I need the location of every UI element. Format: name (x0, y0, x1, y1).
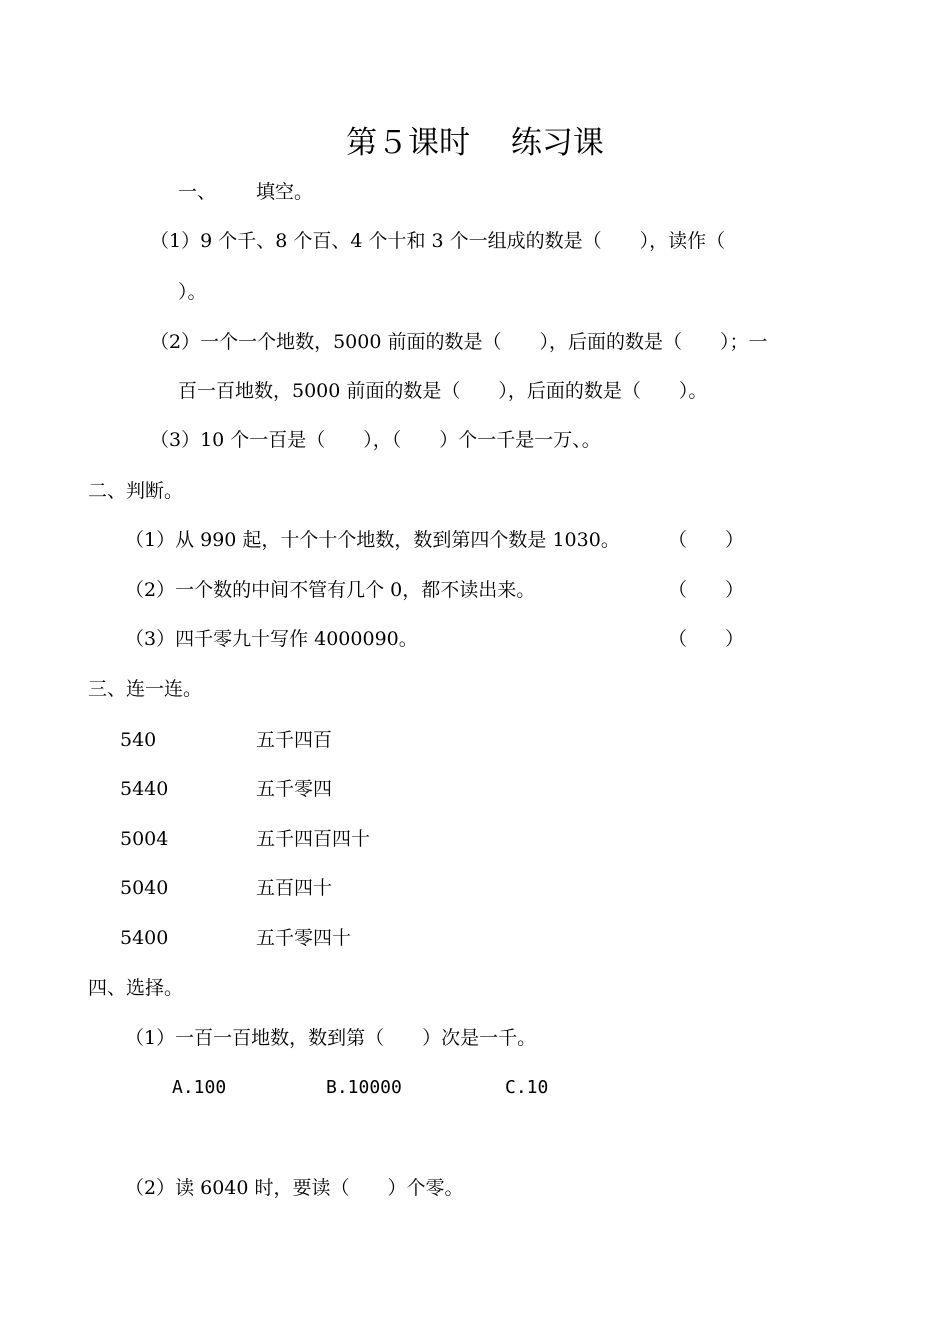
match-number-4: 5040 (120, 877, 169, 899)
fill-question-1-line2: ）。 (178, 281, 207, 303)
section1-heading-number: 一、 (178, 181, 217, 203)
choice-option-b: B.10000 (326, 1077, 402, 1098)
judge-answer-paren-2: （ ） (668, 579, 745, 601)
section2-heading: 二、判断。 (88, 480, 184, 502)
choice-option-c: C.10 (505, 1077, 549, 1098)
match-word-3: 五千四百四十 (256, 828, 371, 850)
section3-heading: 三、连一连。 (88, 678, 203, 700)
match-number-2: 5440 (120, 778, 169, 800)
match-word-5: 五千零四十 (256, 927, 352, 949)
judge-question-2: （2）一个数的中间不管有几个 0，都不读出来。 (125, 579, 536, 601)
fill-question-3: （3）10 个一百是（ ），（ ）个一千是一万、。 (150, 429, 601, 451)
fill-question-2-line2: 百一百地数，5000 前面的数是（ ），后面的数是（ ）。 (178, 380, 708, 402)
match-word-2: 五千零四 (256, 778, 333, 800)
match-number-3: 5004 (120, 828, 169, 850)
choice-question-2: （2）读 6040 时，要读（ ）个零。 (125, 1177, 464, 1199)
match-word-4: 五百四十 (256, 877, 333, 899)
match-number-1: 540 (120, 729, 157, 751)
choice-question-1: （1）一百一百地数，数到第（ ）次是一千。 (125, 1027, 537, 1049)
judge-question-3: （3）四千零九十写作 4000090。 (125, 628, 418, 650)
judge-answer-paren-1: （ ） (668, 529, 745, 551)
fill-question-2-line1: （2）一个一个地数，5000 前面的数是（ ），后面的数是（ ）；一 (150, 331, 768, 353)
choice-option-a: A.100 (172, 1077, 227, 1098)
fill-question-1-line1: （1）9 个千、8 个百、4 个十和 3 个一组成的数是（ ），读作（ (150, 230, 726, 252)
section4-heading: 四、选择。 (88, 977, 184, 999)
match-word-1: 五千四百 (256, 729, 333, 751)
page-title: 第５课时 练习课 (346, 125, 604, 161)
section1-heading: 填空。 (256, 181, 314, 203)
judge-answer-paren-3: （ ） (668, 628, 745, 650)
match-number-5: 5400 (120, 927, 169, 949)
judge-question-1: （1）从 990 起，十个十个地数，数到第四个数是 1030。 (125, 529, 620, 551)
